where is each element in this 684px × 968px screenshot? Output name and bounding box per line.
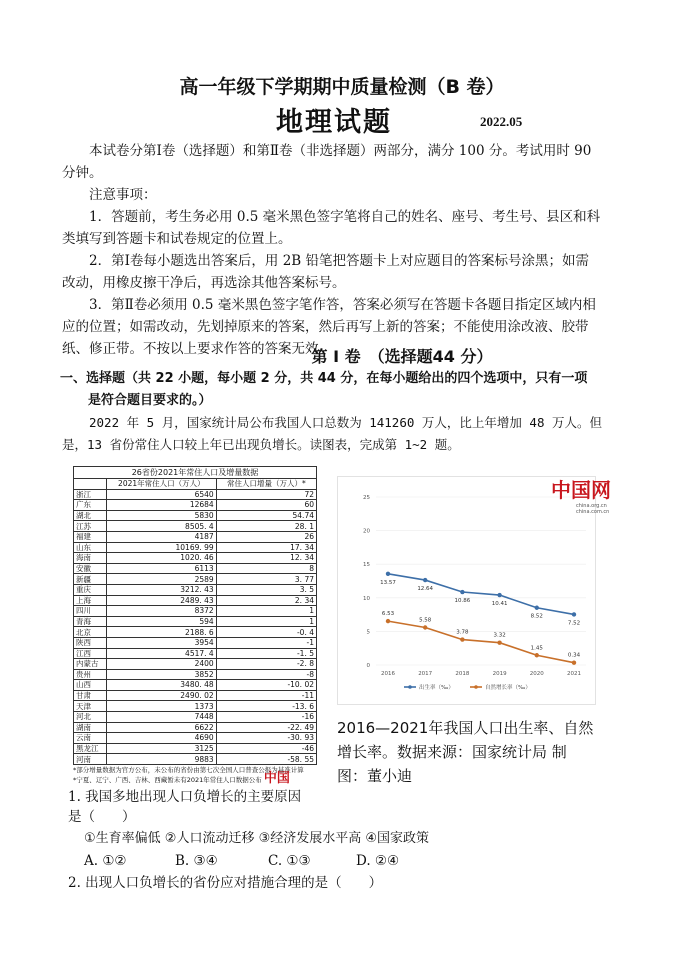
table-row — [74, 648, 317, 659]
province-cell: 天津 — [74, 701, 107, 712]
population-cell: 2490. 02 — [107, 690, 217, 701]
province-cell: 四川 — [74, 606, 107, 617]
exam-date: 2022.05 — [480, 114, 523, 129]
data-point — [386, 572, 390, 576]
province-cell: 河北 — [74, 712, 107, 723]
increase-cell: -8 — [216, 669, 316, 680]
table-col-population: 2021年常住人口（万人） — [107, 479, 217, 490]
population-cell: 4517. 4 — [107, 648, 217, 659]
table-row — [74, 616, 317, 627]
table-row — [74, 754, 317, 765]
data-point — [460, 590, 464, 594]
province-cell: 广东 — [74, 500, 107, 511]
increase-cell: 72 — [216, 489, 316, 500]
increase-cell: -46 — [216, 743, 316, 754]
population-cell: 2589 — [107, 574, 217, 585]
data-label: 10.41 — [491, 601, 508, 608]
data-point — [460, 637, 464, 641]
notice-1a: 1．答题前，考生务必用 0.5 毫米黑色签字笔将自己的姓名、座号、考生号、县区和科 — [89, 209, 601, 225]
province-cell: 内蒙古 — [74, 659, 107, 670]
question-2: 2. 出现人口负增长的省份应对措施合理的是（ ） — [68, 875, 383, 891]
table-note-1: *部分增量数据为官方公布，未公布的省份由第七次全国人口普查公报为基准计算 — [73, 766, 304, 775]
increase-cell: 17. 34 — [216, 542, 316, 553]
province-cell: 新疆 — [74, 574, 107, 585]
increase-cell: 26 — [216, 531, 316, 542]
province-cell: 贵州 — [74, 669, 107, 680]
increase-cell: 1 — [216, 606, 316, 617]
section-heading-b: 是符合题目要求的。） — [88, 393, 212, 408]
legend-label: 出生率（‰） — [419, 685, 454, 691]
section-heading-a: 一、选择题（共 22 小题，每小题 2 分，共 44 分，在每小题给出的四个选项中，只有一项 — [60, 371, 588, 386]
chart-caption — [337, 716, 617, 788]
data-point — [386, 619, 390, 623]
province-cell: 陕西 — [74, 637, 107, 648]
x-tick-label: 2017 — [418, 671, 433, 677]
y-tick-label: 10 — [363, 595, 370, 602]
increase-cell: 8 — [216, 563, 316, 574]
province-cell: 山东 — [74, 542, 107, 553]
notice-3b: 应的位置；如需改动，先划掉原来的答案，然后再写上新的答案；不能使用涂改液、胶带 — [62, 319, 589, 335]
notice-title: 注意事项： — [89, 187, 157, 203]
increase-cell: 60 — [216, 500, 316, 511]
population-table — [73, 478, 317, 765]
intro-line-2: 分钟。 — [62, 165, 103, 181]
table-row — [74, 701, 317, 712]
data-label: 8.52 — [530, 613, 543, 620]
question-1-a: 1. 我国多地出现人口负增长的主要原因 — [68, 789, 302, 805]
data-label: 1.45 — [530, 645, 543, 652]
x-tick-label: 2018 — [455, 671, 470, 677]
population-cell: 2188. 6 — [107, 627, 217, 638]
caption-line-2: 增长率。数据来源：国家统计局 制 — [337, 743, 567, 761]
table-row — [74, 531, 317, 542]
y-tick-label: 5 — [366, 629, 370, 636]
notice-2a: 2．第Ⅰ卷每小题选出答案后，用 2B 铅笔把答题卡上对应题目的答案标号涂黑；如需 — [89, 253, 590, 269]
table-title: 26省份2021年常住人口及增量数据 — [73, 466, 317, 478]
series-line — [388, 574, 574, 615]
data-label: 5.58 — [419, 617, 432, 624]
question-1-options: ①生育率偏低 ②人口流动迁移 ③经济发展水平高 ④国家政策 — [84, 831, 430, 846]
data-point — [497, 593, 501, 597]
population-cell: 2489. 43 — [107, 595, 217, 606]
notice-3c: 纸、修正带。不按以上要求作答的答案无效。 — [62, 341, 332, 357]
table-row — [74, 574, 317, 585]
table-row — [74, 690, 317, 701]
province-cell: 江西 — [74, 648, 107, 659]
data-label: 12.64 — [417, 586, 434, 593]
caption-line-1: 2016—2021年我国人口出生率、自然 — [337, 719, 594, 737]
population-cell: 3954 — [107, 637, 217, 648]
data-point — [497, 640, 501, 644]
table-row — [74, 500, 317, 511]
data-label: 3.32 — [493, 632, 506, 639]
population-cell: 3212. 43 — [107, 584, 217, 595]
increase-cell: -10. 02 — [216, 680, 316, 691]
province-cell: 浙江 — [74, 489, 107, 500]
chart-logo-sub2: china.com.cn — [576, 509, 610, 515]
option-c: C. ①③ — [268, 853, 311, 869]
y-tick-label: 15 — [363, 562, 370, 569]
increase-cell: -13. 6 — [216, 701, 316, 712]
data-point — [572, 612, 576, 616]
population-cell: 10169. 99 — [107, 542, 217, 553]
increase-cell: -1. 5 — [216, 648, 316, 659]
subject-title: 地理试题 — [276, 107, 392, 138]
increase-cell: -16 — [216, 712, 316, 723]
data-point — [423, 625, 427, 629]
y-tick-label: 0 — [366, 663, 370, 669]
table-row — [74, 553, 317, 564]
data-point — [572, 661, 576, 665]
increase-cell: -30. 93 — [216, 733, 316, 744]
table-row — [74, 659, 317, 670]
material-b: 是，13 省份常住人口较上年已出现负增长。读图表，完成第 1~2 题。 — [62, 437, 460, 452]
material-a: 2022 年 5 月，国家统计局公布我国人口总数为 141260 万人，比上年增加 48 万人。但 — [89, 415, 603, 430]
population-cell: 8372 — [107, 606, 217, 617]
table-row — [74, 712, 317, 723]
population-cell: 3852 — [107, 669, 217, 680]
data-point — [535, 653, 539, 657]
population-cell: 1373 — [107, 701, 217, 712]
population-table-figure — [73, 466, 317, 787]
table-note-2: *宁夏、辽宁、广西、吉林、西藏暂未有2021年常住人口数据公布 中国 — [73, 771, 290, 787]
increase-cell: -0. 4 — [216, 627, 316, 638]
population-cell: 3125 — [107, 743, 217, 754]
increase-cell: -58. 55 — [216, 754, 316, 765]
notice-2b: 改动，用橡皮擦干净后，再选涂其他答案标号。 — [62, 275, 346, 291]
population-cell: 1020. 46 — [107, 553, 217, 564]
province-cell: 青海 — [74, 616, 107, 627]
increase-cell: 2. 34 — [216, 595, 316, 606]
table-row — [74, 489, 317, 500]
province-cell: 湖南 — [74, 722, 107, 733]
province-cell: 北京 — [74, 627, 107, 638]
notice-3a: 3．第Ⅱ卷必须用 0.5 毫米黑色签字笔作答，答案必须写在答题卡各题目指定区域内相 — [89, 297, 596, 313]
population-cell: 6622 — [107, 722, 217, 733]
increase-cell: 28. 1 — [216, 521, 316, 532]
data-point — [535, 606, 539, 610]
option-a: A. ①② — [84, 853, 127, 869]
notice-1b: 类填写到答题卡和试卷规定的位置上。 — [62, 231, 292, 247]
y-tick-label: 25 — [363, 495, 370, 501]
table-row — [74, 521, 317, 532]
question-1-b: 是（ ） — [68, 809, 136, 825]
data-label: 0.34 — [567, 652, 581, 659]
x-tick-label: 2019 — [492, 671, 507, 677]
population-cell: 8505. 4 — [107, 521, 217, 532]
table-row — [74, 743, 317, 754]
x-tick-label: 2020 — [529, 671, 544, 677]
table-row — [74, 733, 317, 744]
population-cell: 4690 — [107, 733, 217, 744]
province-cell: 江苏 — [74, 521, 107, 532]
population-cell: 5830 — [107, 510, 217, 521]
population-cell: 9883 — [107, 754, 217, 765]
data-label: 7.52 — [567, 620, 581, 627]
data-point — [423, 578, 427, 582]
population-cell: 6113 — [107, 563, 217, 574]
province-cell: 黑龙江 — [74, 743, 107, 754]
population-cell: 3480. 48 — [107, 680, 217, 691]
table-row — [74, 542, 317, 553]
province-cell: 甘肃 — [74, 690, 107, 701]
increase-cell: -22. 49 — [216, 722, 316, 733]
increase-cell: -2. 8 — [216, 659, 316, 670]
increase-cell: 3. 77 — [216, 574, 316, 585]
birth-rate-chart — [337, 476, 611, 705]
province-cell: 福建 — [74, 531, 107, 542]
table-row — [74, 722, 317, 733]
province-cell: 山西 — [74, 680, 107, 691]
table-col-increase: 常住人口增量（万人）* — [216, 479, 316, 490]
data-label: 3.78 — [456, 629, 469, 636]
legend-label: 自然增长率（‰） — [485, 685, 531, 691]
x-tick-label: 2021 — [567, 671, 581, 677]
data-label: 6.53 — [381, 611, 395, 618]
table-row — [74, 563, 317, 574]
series-line — [388, 621, 574, 663]
population-cell: 7448 — [107, 712, 217, 723]
population-cell: 6540 — [107, 489, 217, 500]
y-tick-label: 20 — [363, 528, 370, 535]
table-row — [74, 606, 317, 617]
province-cell: 上海 — [74, 595, 107, 606]
chart-logo-sub1: china.org.cn — [576, 503, 607, 509]
table-row — [74, 680, 317, 691]
table-row — [74, 595, 317, 606]
increase-cell: -1 — [216, 637, 316, 648]
province-cell: 海南 — [74, 553, 107, 564]
table-row — [74, 510, 317, 521]
province-cell: 安徽 — [74, 563, 107, 574]
population-cell: 4187 — [107, 531, 217, 542]
option-b: B. ③④ — [175, 853, 218, 869]
section-title: 第 Ⅰ 卷 （选择题44 分） — [311, 347, 493, 366]
table-row — [74, 669, 317, 680]
increase-cell: 12. 34 — [216, 553, 316, 564]
data-label: 10.86 — [454, 598, 471, 605]
population-cell: 594 — [107, 616, 217, 627]
increase-cell: 54.74 — [216, 510, 316, 521]
table-row — [74, 637, 317, 648]
x-tick-label: 2016 — [381, 671, 395, 677]
table-row — [74, 627, 317, 638]
table-header-row — [74, 479, 317, 490]
province-cell: 河南 — [74, 754, 107, 765]
province-cell: 重庆 — [74, 584, 107, 595]
province-cell: 云南 — [74, 733, 107, 744]
intro-line-1: 本试卷分第Ⅰ卷（选择题）和第Ⅱ卷（非选择题）两部分，满分 100 分。考试用时 90 — [89, 143, 592, 159]
increase-cell: 1 — [216, 616, 316, 627]
chart-svg — [338, 477, 611, 704]
chart-logo: 中国网 — [551, 478, 611, 502]
legend-marker — [474, 685, 478, 689]
option-d: D. ②④ — [356, 853, 400, 869]
legend-marker — [408, 685, 412, 689]
province-cell: 湖北 — [74, 510, 107, 521]
population-cell: 12684 — [107, 500, 217, 511]
population-cell: 2400 — [107, 659, 217, 670]
increase-cell: 3. 5 — [216, 584, 316, 595]
table-row — [74, 584, 317, 595]
increase-cell: -11 — [216, 690, 316, 701]
caption-line-3: 图：董小迪 — [337, 767, 413, 785]
exam-title: 高一年级下学期期中质量检测（B 卷） — [179, 76, 505, 98]
china-logo: 中国 — [263, 771, 290, 787]
data-label: 13.57 — [380, 579, 396, 586]
